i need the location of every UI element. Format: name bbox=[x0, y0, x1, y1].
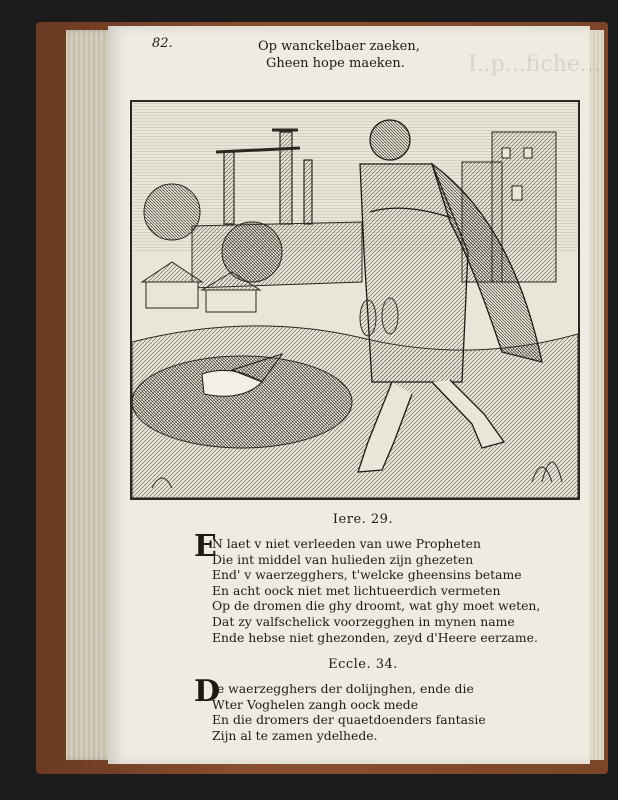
bleed-through-text: I..p...fiche... bbox=[468, 52, 601, 77]
engraving-illustration bbox=[130, 100, 580, 500]
verse-line: Zijn al te zamen ydelhede. bbox=[212, 727, 378, 743]
verse-line: En die dromers der quaetdoenders fantasie bbox=[212, 712, 486, 728]
verse-line: Wter Voghelen zangh oock mede bbox=[212, 696, 419, 712]
motto bbox=[258, 38, 458, 72]
book-page bbox=[108, 26, 601, 764]
verse-line: Ende hebse niet ghezonden, zeyd d'Heere eerzame. bbox=[212, 629, 538, 645]
verse-line: En acht oock niet met lichtueerdich vermeten bbox=[212, 582, 501, 598]
verse-line: Dat zy valfschelick voorzegghen in mynen name bbox=[212, 613, 515, 629]
verse-line: Die int middel van hulieden zijn ghezeten bbox=[212, 551, 474, 567]
verse-block-2 bbox=[194, 674, 592, 743]
page-edges-right bbox=[588, 30, 604, 760]
page-number: 82. bbox=[152, 36, 173, 51]
verse-block-1 bbox=[194, 529, 592, 645]
verse-line-text: N laet v niet verleeden van uwe Propheten bbox=[212, 536, 482, 551]
verse-line: Op de dromen die ghy droomt, wat ghy moet weten, bbox=[212, 598, 541, 614]
verse-line: End' v waerzegghers, t'welcke gheensins betame bbox=[212, 567, 522, 583]
dropcap-d: D bbox=[194, 674, 221, 709]
motto-line-2: Gheen hope maeken. bbox=[266, 56, 405, 71]
reference-jeremiah: Iere. 29. bbox=[332, 512, 394, 527]
reference-ecclesiasticus: Eccle. 34. bbox=[328, 657, 398, 672]
engraving-svg bbox=[132, 102, 578, 498]
motto-line-1: Op wanckelbaer zaeken, bbox=[258, 39, 420, 54]
verse-line-text: Ie waerzegghers der dolijnghen, ende die bbox=[212, 681, 474, 696]
dropcap-e: E bbox=[194, 529, 217, 564]
